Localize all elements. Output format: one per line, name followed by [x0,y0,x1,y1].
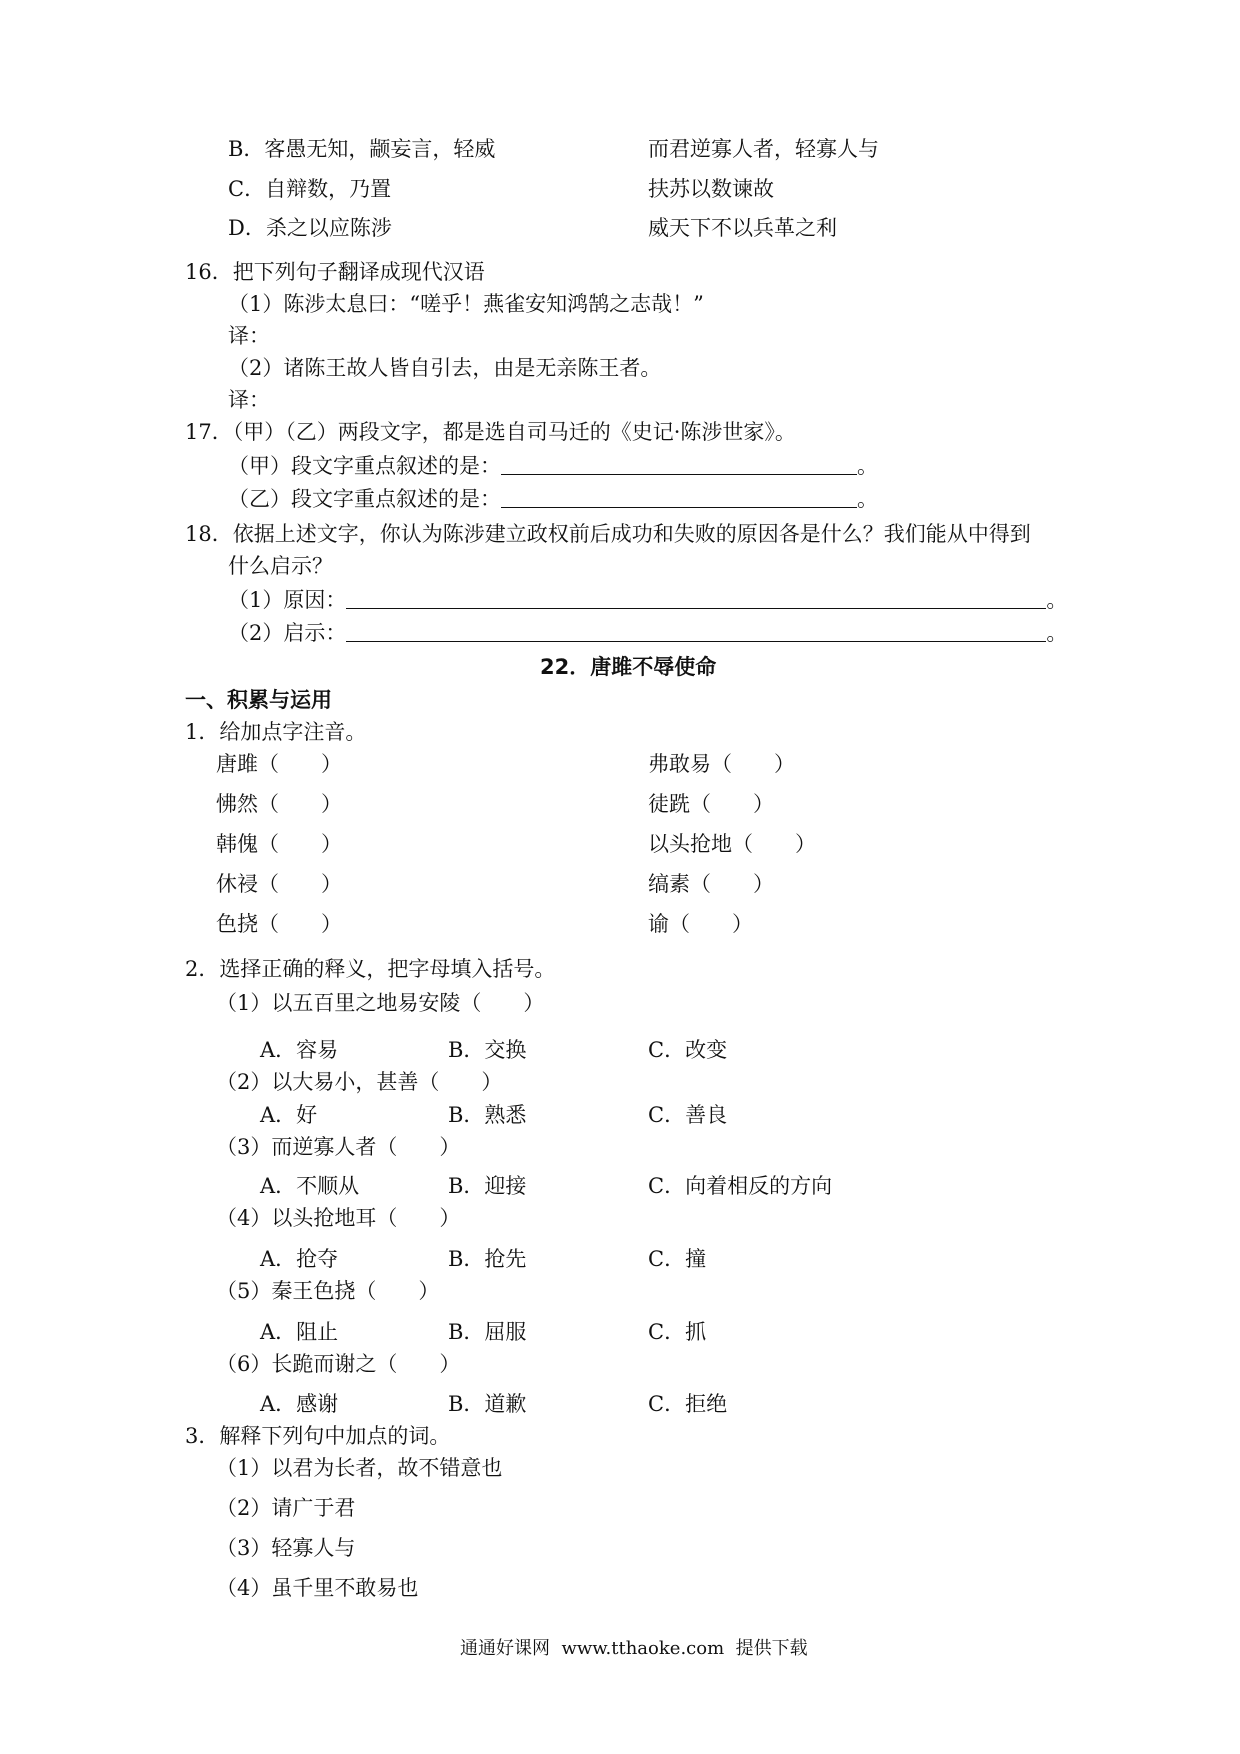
q17-label-a: （甲）段文字重点叙述的是： [228,454,501,478]
q1-item-left: 韩傀（ ） [216,832,342,856]
q2-question: （5）秦王色挠（ ） [216,1279,440,1303]
q2-choice-c: C．向着相反的方向 [648,1174,833,1198]
q15-option-d-left: D．杀之以应陈涉 [228,216,392,240]
q2-choice-c: C．拒绝 [648,1392,728,1416]
q2-choice-a: A．抢夺 [260,1247,339,1271]
q2-question: （2）以大易小，甚善（ ） [216,1070,503,1094]
q1-stem: 1．给加点字注音。 [185,720,367,744]
q2-choice-b: B．迎接 [448,1174,527,1198]
q3-item: （2）请广于君 [216,1496,356,1520]
q16-translate-label-1: 译： [228,324,270,348]
q2-choice-a: A．不顺从 [260,1174,360,1198]
q1-item-right: 弗敢易（ ） [648,752,795,776]
section-heading: 一、积累与运用 [185,688,332,712]
q18-label-insight: （2）启示： [228,621,347,645]
q18-stem-line-1: 18．依据上述文字，你认为陈涉建立政权前后成功和失败的原因各是什么？我们能从中得到 [185,522,1031,546]
q16-sentence-2: （2）诸陈王故人皆自引去，由是无亲陈王者。 [228,356,662,380]
q1-item-left: 怫然（ ） [216,792,342,816]
q18-answer-insight [228,619,1067,647]
q2-choice-a: A．好 [260,1103,318,1127]
q18-end-insight: 。 [1046,621,1068,645]
q16-stem: 16．把下列句子翻译成现代汉语 [185,260,485,284]
q1-item-right: 谕（ ） [648,912,753,936]
q17-label-b: （乙）段文字重点叙述的是： [228,487,501,511]
q17-end-a: 。 [857,454,878,478]
q2-question: （1）以五百里之地易安陵（ ） [216,991,545,1015]
q18-stem-line-2: 什么启示？ [228,554,333,578]
q2-choice-b: B．熟悉 [448,1103,527,1127]
q2-choice-a: A．容易 [260,1038,339,1062]
q3-item: （1）以君为长者，故不错意也 [216,1456,503,1480]
q1-item-left: 休祲（ ） [216,872,342,896]
q3-item: （3）轻寡人与 [216,1536,356,1560]
q2-choice-c: C．抓 [648,1320,707,1344]
q17-answer-a [228,452,878,480]
q18-label-reason: （1）原因： [228,588,347,612]
q1-item-left: 唐雎（ ） [216,752,342,776]
q3-stem: 3．解释下列句中加点的词。 [185,1424,451,1448]
q18-answer-reason [228,586,1067,614]
q2-choice-a: A．阻止 [260,1320,339,1344]
q15-option-c-right: 扶苏以数谏故 [648,177,774,201]
q16-sentence-1: （1）陈涉太息曰：“嗟乎！燕雀安知鸿鹄之志哉！” [228,292,704,316]
q2-choice-b: B．交换 [448,1038,527,1062]
lesson-title: 22．唐雎不辱使命 [540,655,717,679]
q18-blank-insight[interactable] [346,619,1046,642]
q2-choice-a: A．感谢 [260,1392,339,1416]
q2-choice-b: B．抢先 [448,1247,527,1271]
q2-choice-b: B．屈服 [448,1320,527,1344]
q18-blank-reason[interactable] [346,586,1046,609]
q15-option-c-left: C．自辩数，乃置 [228,177,392,201]
q2-question: （4）以头抢地耳（ ） [216,1206,461,1230]
q2-choice-c: C．撞 [648,1247,707,1271]
q15-option-b-left: B．客愚无知，颛妄言，轻威 [228,137,496,161]
q1-item-left: 色挠（ ） [216,912,342,936]
q2-question: （3）而逆寡人者（ ） [216,1135,461,1159]
q1-item-right: 缟素（ ） [648,872,774,896]
q2-choice-b: B．道歉 [448,1392,527,1416]
q17-answer-b [228,485,878,513]
q2-choice-c: C．善良 [648,1103,728,1127]
q3-item: （4）虽千里不敢易也 [216,1576,419,1600]
q2-choice-c: C．改变 [648,1038,728,1062]
q17-blank-b[interactable] [501,485,857,508]
q18-end-reason: 。 [1046,588,1068,612]
q1-item-right: 以头抢地（ ） [648,832,816,856]
q16-translate-label-2: 译： [228,388,270,412]
q17-end-b: 。 [857,487,878,511]
q1-item-right: 徒跣（ ） [648,792,774,816]
q15-option-d-right: 威天下不以兵革之利 [648,216,837,240]
page-footer: 通通好课网 www.tthaoke.com 提供下载 [460,1638,808,1659]
q2-stem: 2．选择正确的释义，把字母填入括号。 [185,957,556,981]
q17-blank-a[interactable] [501,452,857,475]
q2-question: （6）长跪而谢之（ ） [216,1352,461,1376]
q15-option-b-right: 而君逆寡人者，轻寡人与 [648,137,879,161]
q17-stem: 17．（甲）（乙）两段文字，都是选自司马迁的《史记·陈涉世家》。 [185,420,796,444]
